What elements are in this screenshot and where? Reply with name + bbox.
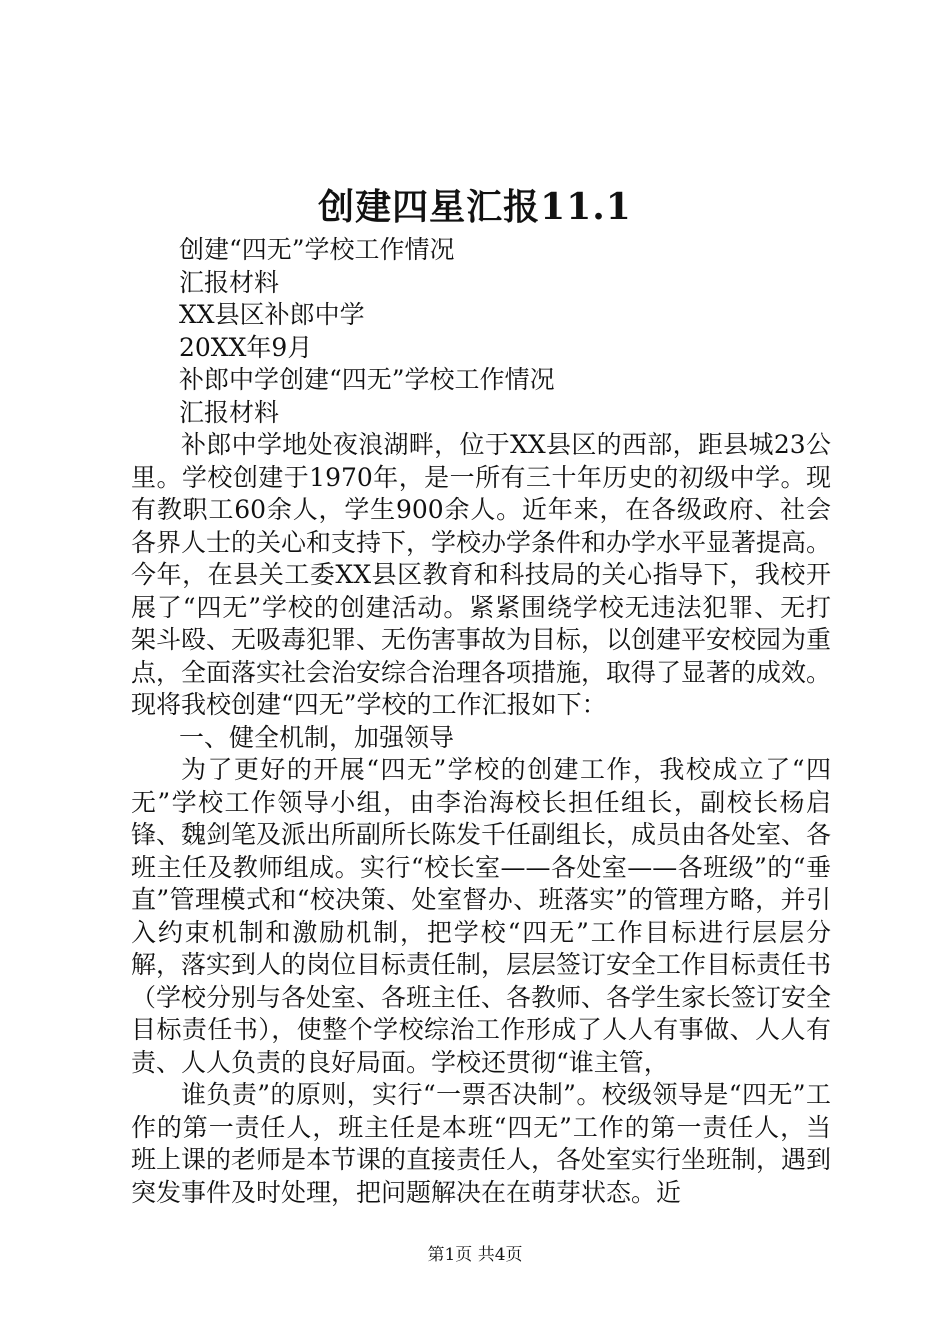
header-line-1: 创建“四无”学校工作情况 — [179, 235, 455, 264]
section-heading-1: 一、健全机制，加强领导 — [179, 722, 455, 752]
paragraph-responsibility: 谁负责”的原则，实行“一票否决制”。校级领导是“四无”工作的第一责任人，班主任是本班“四无”工作的第一责任人，当班上课的老师是本节课的直接责任人，各处室实行坐班制，遇到突发事件及时处理，把问题解决在在萌芽状态。近 — [131, 1080, 832, 1207]
header-line-6: 汇报材料 — [179, 397, 280, 427]
paragraph-mechanism: 为了更好的开展“四无”学校的创建工作，我校成立了“四无”学校工作领导小组，由李治海校长担任组长，副校长杨启锋、魏剑笔及派出所副所长陈发千任副组长，成员由各处室、各班主任及教师组成。实行“校长室——各处室——各班级”的“垂直”管理模式和“校决策、处室督办、班落实”的管理方略，并引入约束机制和激励机制，把学校“四无”工作目标进行层层分解，落实到人的岗位目标责任制，层层签订安全工作目标责任书（学校分别与各处室、各班主任、各教师、各学生家长签订安全目标责任书），使整个学校综治工作形成了人人有事做、人人有责、人人负责的良好局面。学校还贯彻“谁主管， — [131, 755, 832, 1077]
header-line-4: 20XX年9月 — [179, 332, 313, 362]
header-line-2: 汇报材料 — [179, 267, 280, 297]
document-title: 创建四星汇报11.1 — [318, 186, 632, 228]
header-line-5: 补郎中学创建“四无”学校工作情况 — [179, 365, 555, 394]
header-line-3: XX县区补郎中学 — [179, 300, 365, 329]
document-body — [131, 234, 831, 1209]
paragraph-intro: 补郎中学地处夜浪湖畔，位于XX县区的西部，距县城23公里。学校创建于1970年，是一所有三十年历史的初级中学。现有教职工60余人，学生900余人。近年来，在各级政府、社会各界人士的关心和支持下，学校办学条件和办学水平显著提高。今年，在县关工委XX县区教育和科技局的关心指导下，我校开展了“四无”学校的创建活动。紧紧围绕学校无违法犯罪、无打架斗殴、无吸毒犯罪、无伤害事故为目标，以创建平安校园为重点，全面落实社会治安综合治理各项措施，取得了显著的成效。现将我校创建“四无”学校的工作汇报如下： — [131, 430, 832, 719]
page-footer: 第1页 共4页 — [427, 1245, 523, 1265]
